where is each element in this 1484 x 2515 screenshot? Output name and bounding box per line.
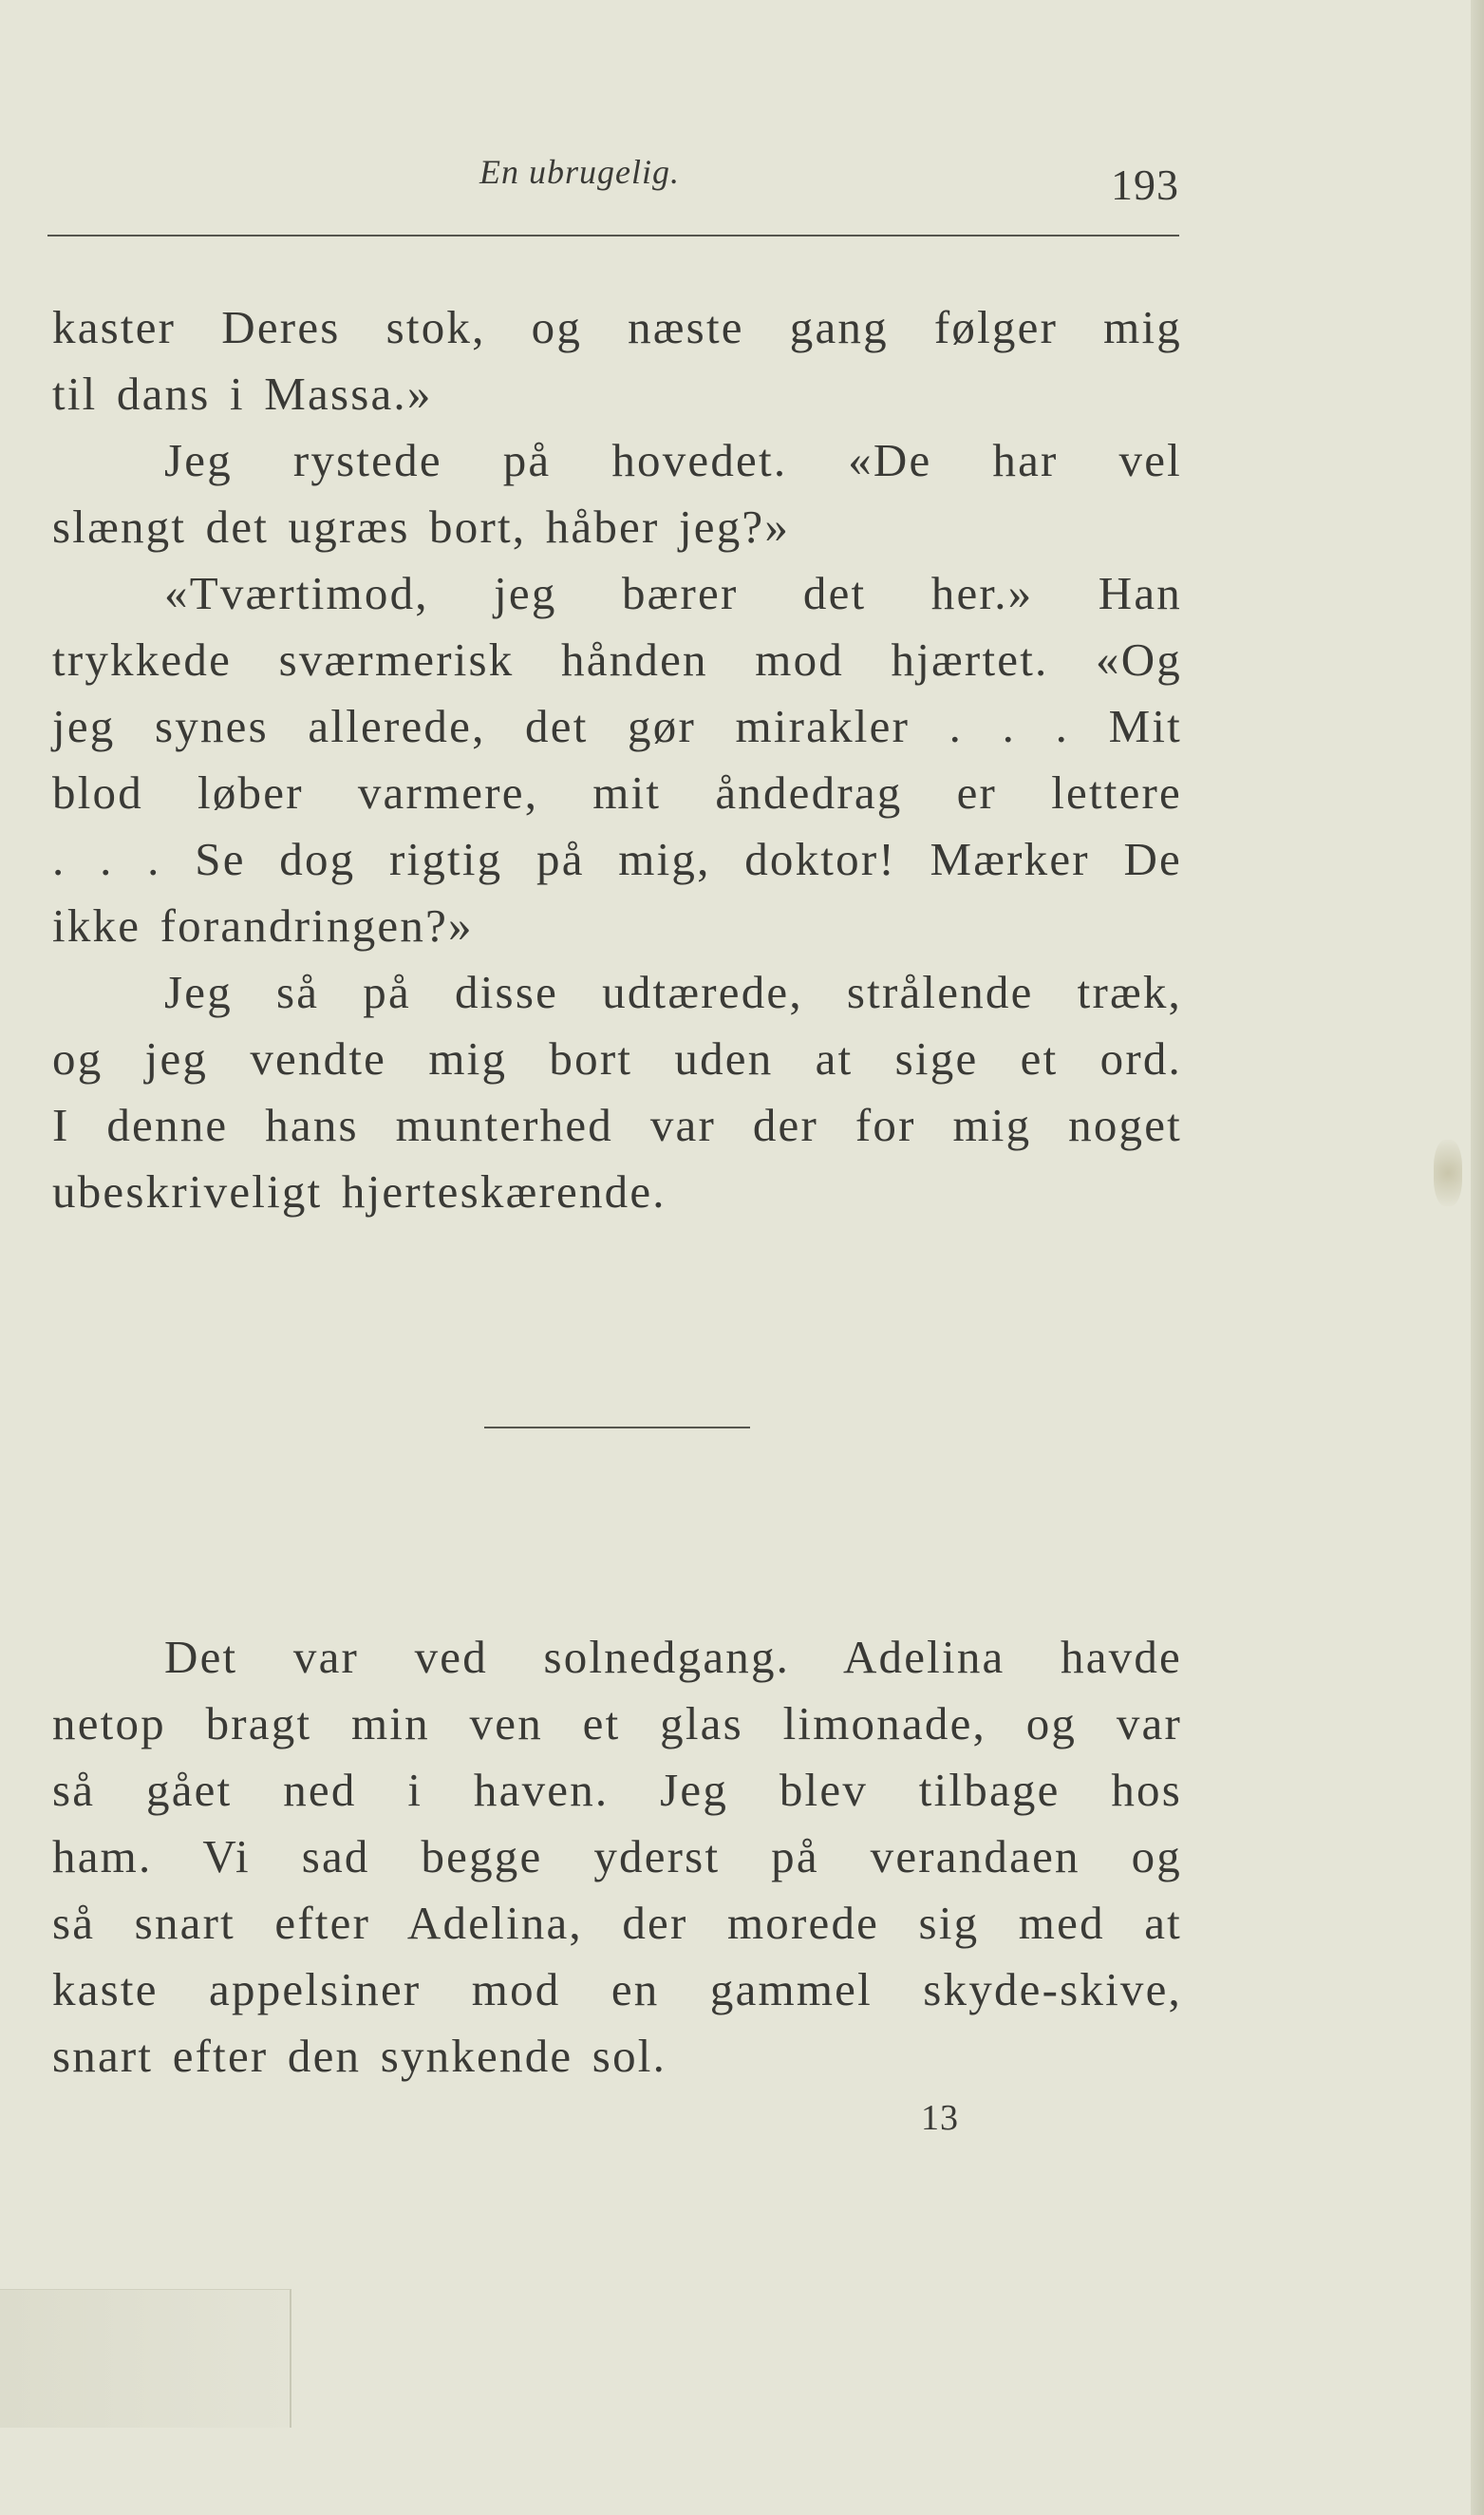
page-number: 193	[1111, 161, 1179, 209]
text-line: ham. Vi sad begge yderst på verandaen og	[52, 1830, 1182, 1882]
text-line: så snart efter Adelina, der morede sig med at	[52, 1897, 1182, 1949]
signature-mark: 13	[921, 2098, 959, 2138]
text-line: og jeg vendte mig bort uden at sige et ord.	[52, 1032, 1182, 1085]
text-line: Jeg så på disse udtærede, strålende træk,	[164, 966, 1182, 1018]
passage-1	[52, 294, 1182, 1225]
text-line: I denne hans munterhed var der for mig noget	[52, 1099, 1182, 1151]
running-head: En ubrugelig.	[479, 153, 680, 191]
text-line: Det var ved solnedgang. Adelina havde	[164, 1631, 1182, 1683]
text-line: snart efter den synkende sol.	[52, 2030, 667, 2082]
text-line: «Tværtimod, jeg bærer det her.» Han	[164, 567, 1182, 619]
text-line: Jeg rystede på hovedet. «De har vel	[164, 434, 1182, 486]
page-header	[47, 152, 1179, 218]
text-line: blod løber varmere, mit åndedrag er lettere	[52, 766, 1182, 819]
text-line: jeg synes allerede, det gør mirakler . . . Mit	[52, 700, 1182, 752]
text-line: ikke forandringen?»	[52, 899, 474, 952]
page-edge	[1471, 0, 1484, 2515]
header-rule	[47, 235, 1179, 236]
text-line: trykkede sværmerisk hånden mod hjærtet. «Og	[52, 633, 1182, 686]
text-line: til dans i Massa.»	[52, 368, 433, 420]
text-line: . . . Se dog rigtig på mig, doktor! Mærker De	[52, 833, 1182, 885]
paper-tab	[0, 2289, 291, 2428]
text-line: så gået ned i haven. Jeg blev tilbage hos	[52, 1764, 1182, 1816]
text-line: kaste appelsiner mod en gammel skyde-skive,	[52, 1963, 1182, 2015]
text-line: slængt det ugræs bort, håber jeg?»	[52, 501, 791, 553]
paper-stain	[1434, 1140, 1462, 1206]
passage-2	[52, 1624, 1182, 2090]
text-line: ubeskriveligt hjerteskærende.	[52, 1165, 667, 1218]
section-divider	[484, 1427, 750, 1428]
text-line: kaster Deres stok, og næste gang følger mig	[52, 301, 1182, 353]
text-line: netop bragt min ven et glas limonade, og var	[52, 1697, 1182, 1749]
